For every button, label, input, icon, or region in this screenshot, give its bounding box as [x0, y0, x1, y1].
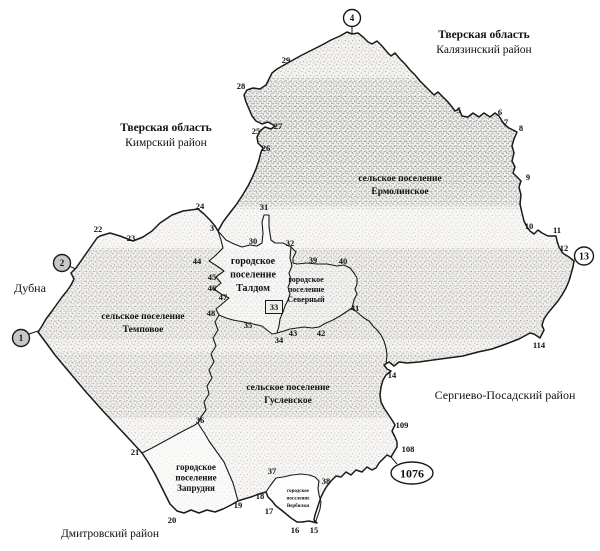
boundary-point-12: 12	[559, 243, 569, 253]
settlement-label-ermolinskoe: сельское поселение	[358, 174, 442, 184]
boundary-point-41: 41	[350, 303, 360, 313]
boundary-point-25: 25	[251, 126, 261, 136]
circled-point-13: 13	[579, 251, 589, 263]
boundary-point-33: 33	[269, 302, 279, 313]
boundary-point-46: 46	[207, 283, 217, 293]
boundary-point-20: 20	[167, 515, 177, 525]
settlement-label-severny: поселение	[287, 285, 325, 294]
region-label-tver-kalyazinsky: Калязинский район	[436, 44, 532, 56]
boundary-point-27: 27	[273, 121, 283, 131]
boundary-point-42: 42	[316, 328, 326, 338]
boundary-point-48: 48	[206, 308, 216, 318]
settlement-label-taldom: Талдом	[236, 283, 270, 294]
boundary-point-38: 38	[321, 476, 331, 486]
boundary-point-24: 24	[195, 201, 205, 211]
settlement-label-zaprudnya: Запрудня	[177, 483, 215, 493]
boundary-point-30: 30	[248, 236, 258, 246]
region-label-sergievo-posadsky: Сергиево-Посадский район	[434, 388, 576, 402]
settlement-label-guslevskoe: сельское поселение	[246, 383, 330, 393]
boundary-point-15: 15	[309, 525, 319, 535]
boundary-point-18: 18	[255, 491, 265, 501]
boundary-point-10: 10	[524, 221, 534, 231]
settlement-label-tempovoye: Темповое	[122, 325, 164, 335]
boundary-point-28: 28	[236, 81, 246, 91]
boundary-point-108: 108	[401, 444, 415, 454]
boundary-point-19: 19	[233, 500, 243, 510]
boundary-point-9: 9	[525, 172, 531, 182]
region-label-dmitrovsky: Дмитровский район	[60, 528, 160, 540]
boundary-point-7: 7	[503, 117, 509, 127]
boundary-point-3: 3	[209, 223, 215, 233]
boundary-point-39: 39	[308, 255, 318, 265]
settlement-label-taldom: поселение	[230, 269, 276, 281]
region-label-tver-kimrsky: Тверская область	[120, 122, 212, 134]
boundary-point-6: 6	[497, 107, 503, 117]
boundary-point-47: 47	[218, 292, 228, 302]
boundary-point-109: 109	[395, 420, 409, 430]
settlement-label-severny: Северный	[287, 295, 325, 304]
settlement-label-taldom: городское	[230, 256, 276, 267]
settlement-label-verbilki: городское	[286, 489, 310, 494]
settlement-label-verbilki: Вербилки	[286, 504, 310, 509]
boundary-point-8: 8	[518, 123, 524, 133]
settlement-label-zaprudnya: поселение	[175, 472, 217, 483]
circled-point-1: 1	[18, 333, 24, 344]
boundary-point-23: 23	[126, 233, 136, 243]
boxed-point-markers	[266, 301, 283, 314]
region-label-tver-kalyazinsky: Тверская область	[438, 29, 530, 41]
circled-point-2: 2	[59, 258, 65, 269]
circled-point-4: 4	[349, 13, 355, 24]
region-label-dubna: Дубна	[14, 281, 46, 295]
boundary-point-31: 31	[259, 202, 269, 212]
settlement-label-severny: городское	[288, 275, 324, 284]
circled-point-1076: 1076	[400, 466, 424, 481]
region-label-tver-kimrsky: Кимрский район	[125, 137, 207, 149]
boundary-point-14: 14	[387, 370, 397, 380]
boundary-point-43: 43	[288, 328, 298, 338]
settlement-label-zaprudnya: городское	[176, 462, 216, 472]
settlement-label-verbilki: поселение	[286, 496, 310, 502]
boundary-point-37: 37	[267, 466, 277, 476]
settlement-label-guslevskoe: Гуслевское	[264, 396, 312, 406]
boundary-point-36: 36	[195, 415, 205, 425]
boundary-point-45: 45	[207, 272, 217, 282]
boundary-point-32: 32	[285, 238, 295, 248]
settlement-label-ermolinskoe: Ермолинское	[371, 187, 429, 197]
boundary-point-40: 40	[338, 256, 348, 266]
boundary-point-16: 16	[290, 525, 300, 535]
boundary-point-17: 17	[264, 506, 274, 516]
boundary-point-21: 21	[130, 447, 140, 457]
boundary-point-114: 114	[532, 340, 546, 350]
boundary-point-29: 29	[281, 55, 291, 65]
boundary-point-35: 35	[243, 320, 253, 330]
boundary-point-22: 22	[93, 224, 103, 234]
boundary-point-34: 34	[274, 335, 284, 345]
boundary-point-11: 11	[552, 225, 562, 235]
boundary-point-26: 26	[261, 143, 271, 153]
boundary-point-44: 44	[192, 256, 202, 266]
settlement-label-tempovoye: сельское поселение	[101, 312, 185, 322]
boundary-point-5: 5	[456, 105, 462, 115]
